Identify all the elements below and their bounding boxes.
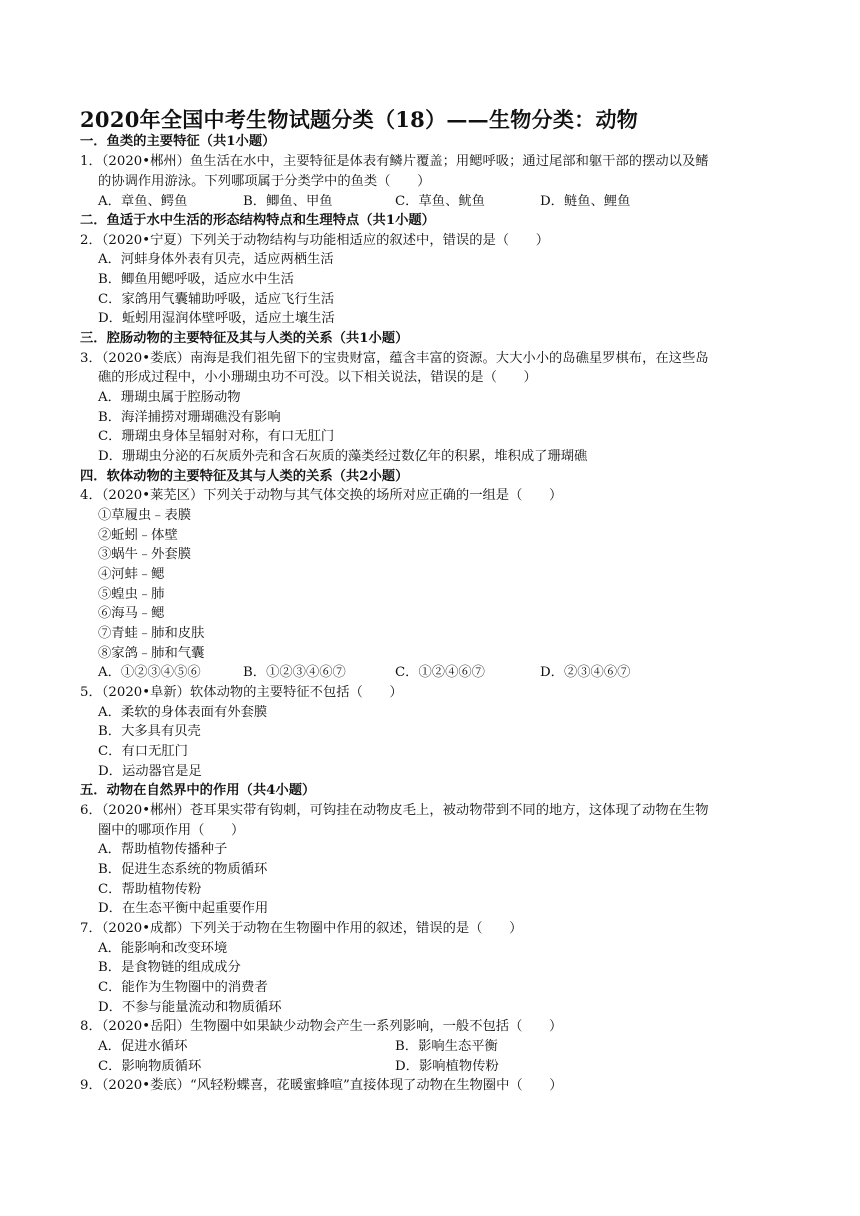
question-1-stem-cont: 的协调作用游泳。下列哪项属于分类学中的鱼类（ ） (98, 174, 431, 189)
question-8-option-a: A．促进水循环 (98, 1039, 188, 1054)
question-5-option-a: A．柔软的身体表面有外套膜 (98, 705, 268, 720)
question-7-option-d: D．不参与能量流动和物质循环 (98, 1000, 282, 1015)
section-heading: 一．鱼类的主要特征（共1小题） (80, 134, 276, 149)
question-4-item: ⑤蝗虫﹣肺 (98, 587, 165, 602)
question-1-option-a: A．章鱼、鳄鱼 (98, 194, 188, 209)
question-6-option-b: B．促进生态系统的物质循环 (98, 862, 268, 877)
section-heading: 三．腔肠动物的主要特征及其与人类的关系（共1小题） (80, 331, 409, 346)
question-4-item: ④河蚌﹣鳃 (98, 567, 165, 582)
question-4-item: ③蜗牛﹣外套膜 (98, 547, 192, 562)
section-heading: 五．动物在自然界中的作用（共4小题） (80, 783, 316, 798)
question-5-option-c: C．有口无肛门 (98, 744, 188, 759)
question-4-option-c: C．①②④⑥⑦ (395, 665, 485, 680)
question-4-option-d: D．②③④⑥⑦ (540, 665, 631, 680)
document-title: 2020年全国中考生物试题分类（18）——生物分类：动物 (80, 107, 639, 132)
question-7-option-b: B．是食物链的组成成分 (98, 960, 241, 975)
question-1-option-d: D．鲢鱼、鲤鱼 (540, 194, 631, 209)
question-2-option-c: C．家鸽用气囊辅助呼吸，适应飞行生活 (98, 292, 335, 307)
question-4-item: ⑦青蛙﹣肺和皮肤 (98, 626, 205, 641)
question-1-option-b: B．鲫鱼、甲鱼 (243, 194, 333, 209)
question-8-option-d: D．影响植物传粉 (395, 1059, 499, 1074)
question-2-option-a: A．河蚌身体外表有贝壳，适应两栖生活 (98, 252, 334, 267)
question-7-option-c: C．能作为生物圈中的消费者 (98, 980, 268, 995)
question-6-stem-cont: 圈中的哪项作用（ ） (98, 823, 245, 838)
question-7-option-a: A．能影响和改变环境 (98, 941, 228, 956)
question-6-option-c: C．帮助植物传粉 (98, 882, 202, 897)
question-8-stem: 8．（2020•岳阳）生物圈中如果缺少动物会产生一系列影响，一般不包括（ ） (80, 1019, 563, 1034)
question-3-stem: 3．（2020•娄底）南海是我们祖先留下的宝贵财富，蕴含丰富的资源。大大小小的岛礁星罗棋布，在这些岛 (80, 351, 709, 366)
question-4-item: ⑧家鸽﹣肺和气囊 (98, 646, 205, 661)
question-3-option-d: D．珊瑚虫分泌的石灰质外壳和含石灰质的藻类经过数亿年的积累，堆积成了珊瑚礁 (98, 449, 588, 464)
question-4-option-b: B．①②③④⑥⑦ (243, 665, 346, 680)
question-4-item: ②蚯蚓﹣体壁 (98, 528, 178, 543)
section-heading: 四．软体动物的主要特征及其与人类的关系（共2小题） (80, 469, 409, 484)
question-4-option-a: A．①②③④⑤⑥ (98, 665, 201, 680)
section-heading: 二．鱼适于水中生活的形态结构特点和生理特点（共1小题） (80, 213, 435, 228)
question-8-option-b: B．影响生态平衡 (395, 1039, 498, 1054)
question-7-stem: 7．（2020•成都）下列关于动物在生物圈中作用的叙述，错误的是（ ） (80, 921, 523, 936)
question-3-option-c: C．珊瑚虫身体呈辐射对称，有口无肛门 (98, 429, 335, 444)
question-1-option-c: C．草鱼、鱿鱼 (395, 194, 485, 209)
question-3-option-b: B．海洋捕捞对珊瑚礁没有影响 (98, 410, 281, 425)
question-1-stem: 1．（2020•郴州）鱼生活在水中，主要特征是体表有鳞片覆盖；用鳃呼吸；通过尾部和躯干部的摆动以及鳍 (80, 154, 709, 169)
question-6-option-a: A．帮助植物传播种子 (98, 842, 228, 857)
question-2-option-b: B．鲫鱼用鳃呼吸，适应水中生活 (98, 272, 294, 287)
question-4-stem: 4．（2020•莱芜区）下列关于动物与其气体交换的场所对应正确的一组是（ ） (80, 488, 563, 503)
question-4-item: ⑥海马﹣鳃 (98, 606, 165, 621)
question-2-option-d: D．蚯蚓用湿润体壁呼吸，适应土壤生活 (98, 311, 335, 326)
question-5-option-d: D．运动器官是足 (98, 764, 202, 779)
question-3-stem-cont: 礁的形成过程中，小小珊瑚虫功不可没。以下相关说法，错误的是（ ） (98, 370, 537, 385)
question-6-option-d: D．在生态平衡中起重要作用 (98, 901, 269, 916)
question-6-stem: 6．（2020•郴州）苍耳果实带有钩刺，可钩挂在动物皮毛上，被动物带到不同的地方，这体现了动物在生物 (80, 803, 709, 818)
question-3-option-a: A．珊瑚虫属于腔肠动物 (98, 390, 241, 405)
question-9-stem: 9．（2020•娄底）“风轻粉蝶喜，花暖蜜蜂喧”直接体现了动物在生物圈中（ ） (80, 1078, 563, 1093)
question-5-stem: 5．（2020•阜新）软体动物的主要特征不包括（ ） (80, 685, 403, 700)
question-5-option-b: B．大多具有贝壳 (98, 724, 201, 739)
question-4-item: ①草履虫﹣表膜 (98, 508, 192, 523)
question-8-option-c: C．影响物质循环 (98, 1059, 202, 1074)
question-2-stem: 2．（2020•宁夏）下列关于动物结构与功能相适应的叙述中，错误的是（ ） (80, 233, 549, 248)
